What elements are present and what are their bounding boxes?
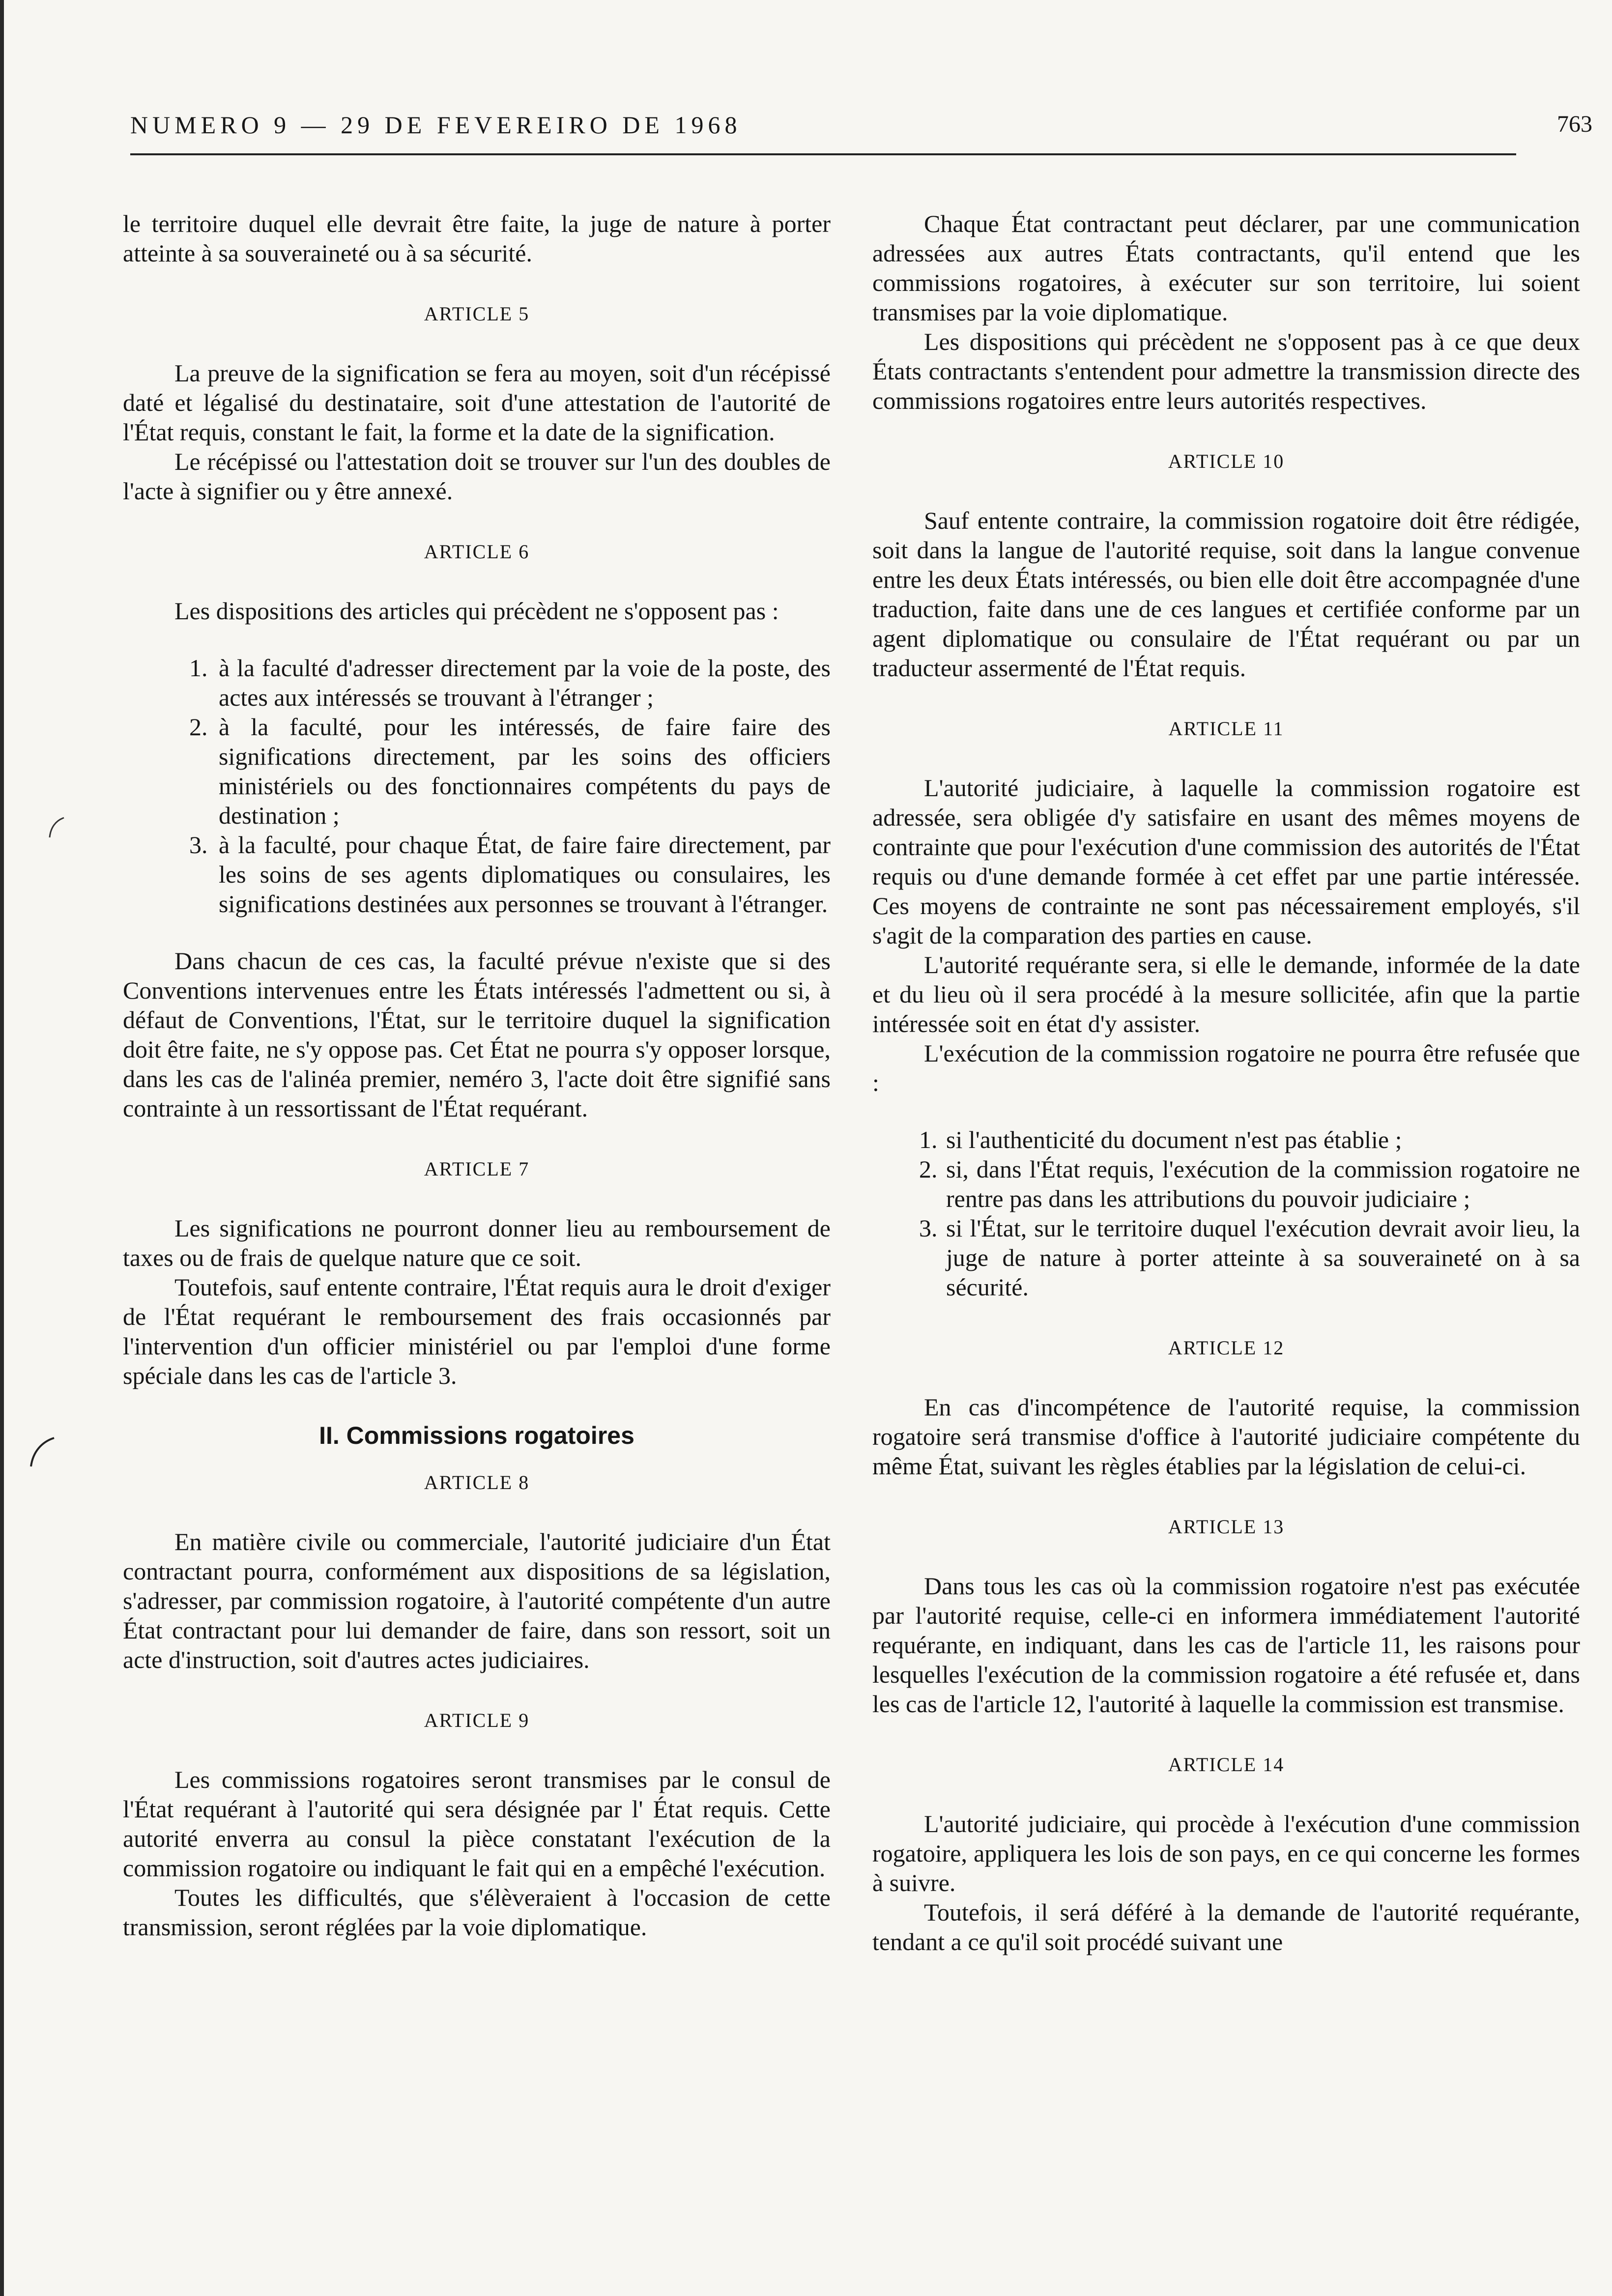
article-heading: ARTICLE 9	[424, 1709, 530, 1731]
list-item-text: à la faculté, pour chaque État, de faire faire directement, par les soins de ses agents diplomatiques ou consulaires, les significations destinées aux personnes se trouvant à l'étranger.	[219, 831, 831, 918]
page-left-edge	[0, 0, 4, 2296]
list-item	[872, 1154, 1580, 1213]
article-heading: ARTICLE 8	[424, 1471, 530, 1493]
list-item-number: 2.	[919, 1155, 938, 1183]
paragraph: En cas d'incompétence de l'autorité requise, la commission rogatoire será transmise d'office à l'autorité judiciaire compétente du même État, suivant les règles établies par la législation de celui-ci.	[872, 1393, 1580, 1480]
article-heading: ARTICLE 5	[424, 303, 530, 325]
article-heading: ARTICLE 7	[424, 1158, 530, 1180]
right-column	[872, 209, 1580, 1956]
left-column	[123, 209, 831, 1942]
numbered-list	[123, 653, 831, 918]
list-item-number: 1.	[189, 654, 208, 682]
list-item-text: si l'authenticité du document n'est pas établie ;	[946, 1126, 1402, 1153]
list-item-text: à la faculté, pour les intéressés, de faire faire des significations directement, par les soins des officiers ministériels ou des fonctionnaires compétents du pays de destination ;	[219, 713, 831, 829]
list-item-text: si, dans l'État requis, l'exécution de la commission rogatoire ne rentre pas dans les attributions du pouvoir judiciaire ;	[946, 1155, 1580, 1212]
header-rule	[130, 153, 1516, 155]
page-header-title: NUMERO 9 — 29 DE FEVEREIRO DE 1968	[130, 111, 742, 139]
list-item	[123, 712, 831, 830]
article-heading: ARTICLE 11	[1168, 718, 1284, 740]
paragraph: le territoire duquel elle devrait être faite, la juge de nature à porter atteinte à sa souveraineté ou à sa sécurité.	[123, 210, 831, 267]
paragraph: Chaque État contractant peut déclarer, par une communication adressées aux autres États contractants, qu'il entend que les commissions rogatoires, à exécuter sur son territoire, lui soient transmises par la voie diplomatique.	[872, 210, 1580, 326]
list-item	[872, 1213, 1580, 1302]
list-item	[872, 1125, 1580, 1154]
list-item-number: 1.	[919, 1126, 938, 1153]
paragraph: Toutefois, il será déféré à la demande de l'autorité requérante, tendant a ce qu'il soit procédé suivant une	[872, 1898, 1580, 1955]
paragraph: Les commissions rogatoires seront transmises par le consul de l'État requérant à l'autorité qui sera désignée par l' État requis. Cette autorité enverra au consul la pièce constatant l'exécution de la commission rogatoire ou indiquant le fait qui en a empêché l'exécution.	[123, 1766, 831, 1882]
list-item-text: si l'État, sur le territoire duquel l'exécution devrait avoir lieu, la juge de nature à porter atteinte à sa souveraineté on à sa sécurité.	[946, 1214, 1580, 1301]
article-heading: ARTICLE 13	[1168, 1516, 1285, 1538]
paragraph: Dans chacun de ces cas, la faculté prévue n'existe que si des Conventions intervenues entre les États intéressés l'admettent ou si, à défaut de Conventions, l'État, sur le territoire duquel la signification doit être faite, ne s'y oppose pas. Cet État ne pourra s'y opposer lorsque, dans les cas de l'alinéa premier, neméro 3, l'acte doit être signifié sans contrainte à un ressortissant de l'État requérant.	[123, 947, 831, 1122]
list-item	[123, 830, 831, 918]
paragraph: Sauf entente contraire, la commission rogatoire doit être rédigée, soit dans la langue de l'autorité requise, soit dans la langue convenue entre les deux États intéressés, ou bien elle doit être accompagnée d'une traduction, faite dans une de ces langues et certifiée conforme par un agent diplomatique ou consulaire de l'État requérant ou par un traducteur assermenté de l'État requis.	[872, 507, 1580, 682]
list-item-number: 3.	[919, 1214, 938, 1242]
list-item	[123, 653, 831, 712]
paragraph: Les dispositions qui précèdent ne s'opposent pas à ce que deux États contractants s'entendent pour admettre la transmission directe des commissions rogatoires entre leurs autorités respectives.	[872, 328, 1580, 414]
article-heading: ARTICLE 14	[1168, 1753, 1285, 1776]
numbered-list	[872, 1125, 1580, 1302]
paragraph: Les dispositions des articles qui précèdent ne s'opposent pas :	[174, 597, 779, 625]
page-header	[130, 111, 1592, 145]
margin-hook-mark	[27, 1435, 57, 1469]
paragraph: Le récépissé ou l'attestation doit se trouver sur l'un des doubles de l'acte à signifier ou y être annexé.	[123, 448, 831, 505]
paragraph: Toutefois, sauf entente contraire, l'État requis aura le droit d'exiger de l'État requérant le remboursement des frais occasionnés par l'intervention d'un officier ministériel ou par l'emploi d'une forme spéciale dans les cas de l'article 3.	[123, 1273, 831, 1389]
article-heading: ARTICLE 12	[1168, 1337, 1285, 1359]
paragraph: Les significations ne pourront donner lieu au remboursement de taxes ou de frais de quelque nature que ce soit.	[123, 1214, 831, 1271]
list-item-number: 3.	[189, 831, 208, 859]
paragraph: Toutes les difficultés, que s'élèveraient à l'occasion de cette transmission, seront réglées par la voie diplomatique.	[123, 1884, 831, 1941]
paragraph: L'autorité judiciaire, à laquelle la commission rogatoire est adressée, sera obligée d'y satisfaire en usant des mêmes moyens de contrainte que pour l'exécution d'une commission des autorités de l'État requis ou d'une demande formée à cet effet par une partie intéressée. Ces moyens de contrainte ne sont pas nécessairement employés, s'il s'agit de la comparation des parties en cause.	[872, 774, 1580, 949]
paragraph: L'exécution de la commission rogatoire ne pourra être refusée que :	[872, 1039, 1580, 1096]
paragraph: En matière civile ou commerciale, l'autorité judiciaire d'un État contractant pourra, conformément aux dispositions de sa législation, s'adresser, par commission rogatoire, à l'autorité compétente d'un autre État contractant pour lui demander de faire, dans son ressort, soit un acte d'instruction, soit d'autres actes judiciaires.	[123, 1528, 831, 1673]
page-number: 763	[1557, 111, 1592, 137]
margin-hook-mark	[47, 816, 66, 840]
paragraph: La preuve de la signification se fera au moyen, soit d'un récépissé daté et légalisé du destinataire, soit d'une attestation de l'autorité de l'État requis, constant le fait, la forme et la date de la signification.	[123, 359, 831, 446]
list-item-number: 2.	[189, 713, 208, 741]
article-heading: ARTICLE 6	[424, 541, 530, 563]
section-heading: II. Commissions rogatoires	[319, 1422, 634, 1449]
paragraph: Dans tous les cas où la commission rogatoire n'est pas exécutée par l'autorité requise, celle-ci en informera immédiatement l'autorité requérante, en indiquant, dans les cas de l'article 11, les raisons pour lesquelles l'exécution de la commission rogatoire a été refusée et, dans les cas de l'article 12, l'autorité à laquelle la commission est transmise.	[872, 1572, 1580, 1718]
paragraph: L'autorité requérante sera, si elle le demande, informée de la date et du lieu où il sera procédé à la mesure sollicitée, afin que la partie intéressée soit en état d'y assister.	[872, 951, 1580, 1037]
list-item-text: à la faculté d'adresser directement par la voie de la poste, des actes aux intéressés se trouvant à l'étranger ;	[219, 654, 831, 711]
article-heading: ARTICLE 10	[1168, 450, 1285, 472]
paragraph: L'autorité judiciaire, qui procède à l'exécution d'une commission rogatoire, appliquera les lois de son pays, en ce qui concerne les formes à suivre.	[872, 1810, 1580, 1896]
